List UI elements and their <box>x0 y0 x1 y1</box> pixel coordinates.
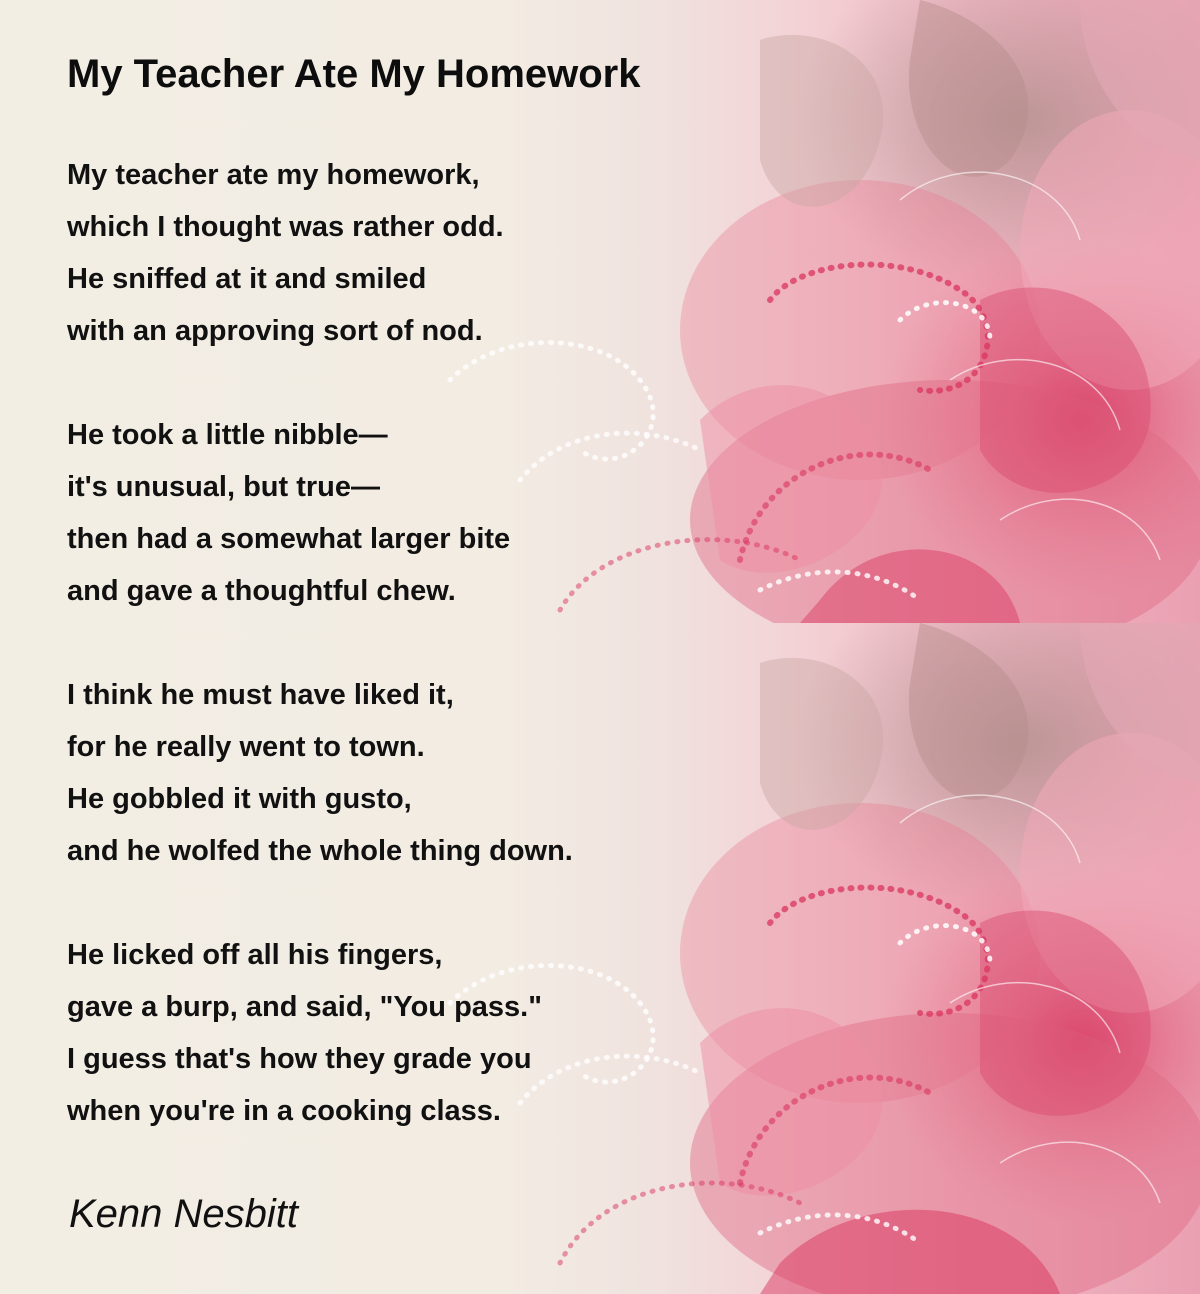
stanza-2 <box>67 409 510 617</box>
poem-line: for he really went to town. <box>67 731 425 763</box>
poem-line: He took a little nibble— <box>67 419 388 451</box>
poem-line: He licked off all his fingers, <box>67 939 443 971</box>
poem-line: when you're in a cooking class. <box>67 1095 501 1127</box>
poem-line: I guess that's how they grade you <box>67 1043 532 1075</box>
poem-line: then had a somewhat larger bite <box>67 523 511 555</box>
poem-line: and gave a thoughtful chew. <box>67 575 456 607</box>
poem-line: He sniffed at it and smiled <box>67 263 427 295</box>
poem-title: My Teacher Ate My Homework <box>67 52 641 96</box>
stanza-4 <box>67 929 542 1137</box>
poem-line: gave a burp, and said, "You pass." <box>67 991 542 1023</box>
poem-line: with an approving sort of nod. <box>67 315 483 347</box>
poem-author: Kenn Nesbitt <box>69 1192 299 1236</box>
stanza-3 <box>67 669 573 877</box>
poem-line: it's unusual, but true— <box>67 471 381 503</box>
stanza-1 <box>67 149 504 357</box>
poem-line: and he wolfed the whole thing down. <box>67 835 573 867</box>
poem-line: My teacher ate my homework, <box>67 159 480 191</box>
poem-line: which I thought was rather odd. <box>67 211 504 243</box>
poem-line: I think he must have liked it, <box>67 679 454 711</box>
poem-line: He gobbled it with gusto, <box>67 783 412 815</box>
